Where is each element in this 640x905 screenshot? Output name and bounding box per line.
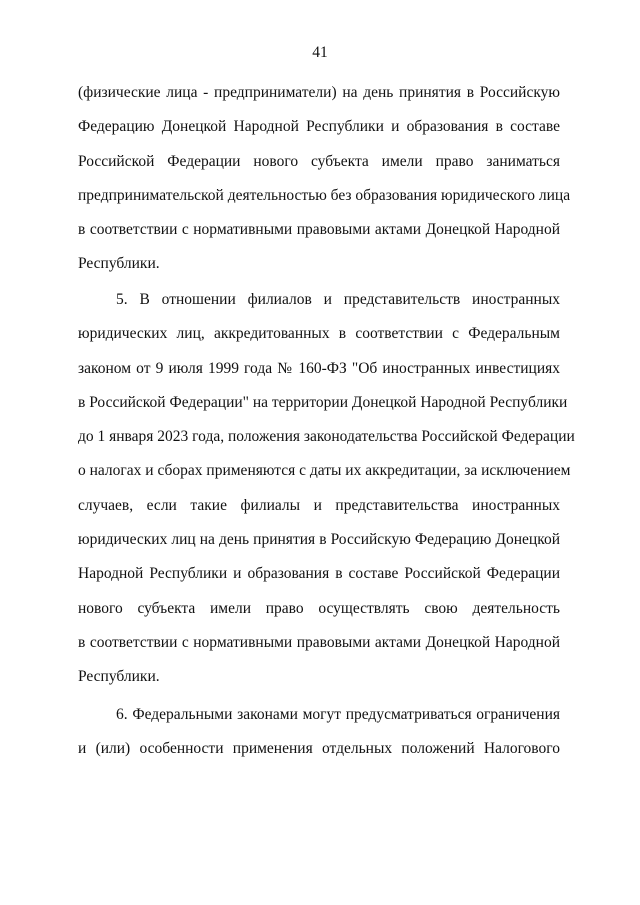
text-line: 5. В отношении филиалов и представительств иностранных xyxy=(116,291,560,308)
text-line: Республики. xyxy=(78,255,160,273)
text-line: юридических лиц на день принятия в Российскую Федерацию Донецкой xyxy=(78,531,560,549)
text-line: (физические лица - предприниматели) на день принятия в Российскую xyxy=(78,84,560,101)
text-line: в Российской Федерации" на территории Донецкой Народной Республики xyxy=(78,393,568,411)
text-line: законом от 9 июля 1999 года № 160-ФЗ "Об иностранных инвестициях xyxy=(78,359,560,377)
text-line: и (или) особенности применения отдельных положений Налогового xyxy=(78,740,560,758)
text-line: Федерацию Донецкой Народной Республики и образования в составе xyxy=(78,118,560,136)
text-line: предпринимательской деятельностью без образования юридического лица xyxy=(78,186,571,204)
page-number: 41 xyxy=(312,44,328,61)
text-line: о налогах и сборах применяются с даты их аккредитации, за исключением xyxy=(78,462,571,480)
paragraph-6 xyxy=(78,705,560,774)
text-line: Народной Республики и образования в составе Российской Федерации xyxy=(78,565,560,583)
text-line: 6. Федеральными законами могут предусматриваться ограничения xyxy=(116,706,560,723)
text-line: Республики. xyxy=(78,668,160,686)
text-line: нового субъекта имели право осуществлять свою деятельность xyxy=(78,599,560,617)
text-line: Российской Федерации нового субъекта имели право заниматься xyxy=(78,152,560,170)
text-line: до 1 января 2023 года, положения законодательства Российской Федерации xyxy=(78,428,575,446)
text-line: в соответствии с нормативными правовыми актами Донецкой Народной xyxy=(78,221,560,239)
text-line: юридических лиц, аккредитованных в соответствии с Федеральным xyxy=(78,325,560,343)
text-line: случаев, если такие филиалы и представительства иностранных xyxy=(78,496,560,514)
paragraph-5 xyxy=(78,290,575,702)
paragraph-continuation xyxy=(78,83,571,289)
text-line: в соответствии с нормативными правовыми актами Донецкой Народной xyxy=(78,633,560,651)
